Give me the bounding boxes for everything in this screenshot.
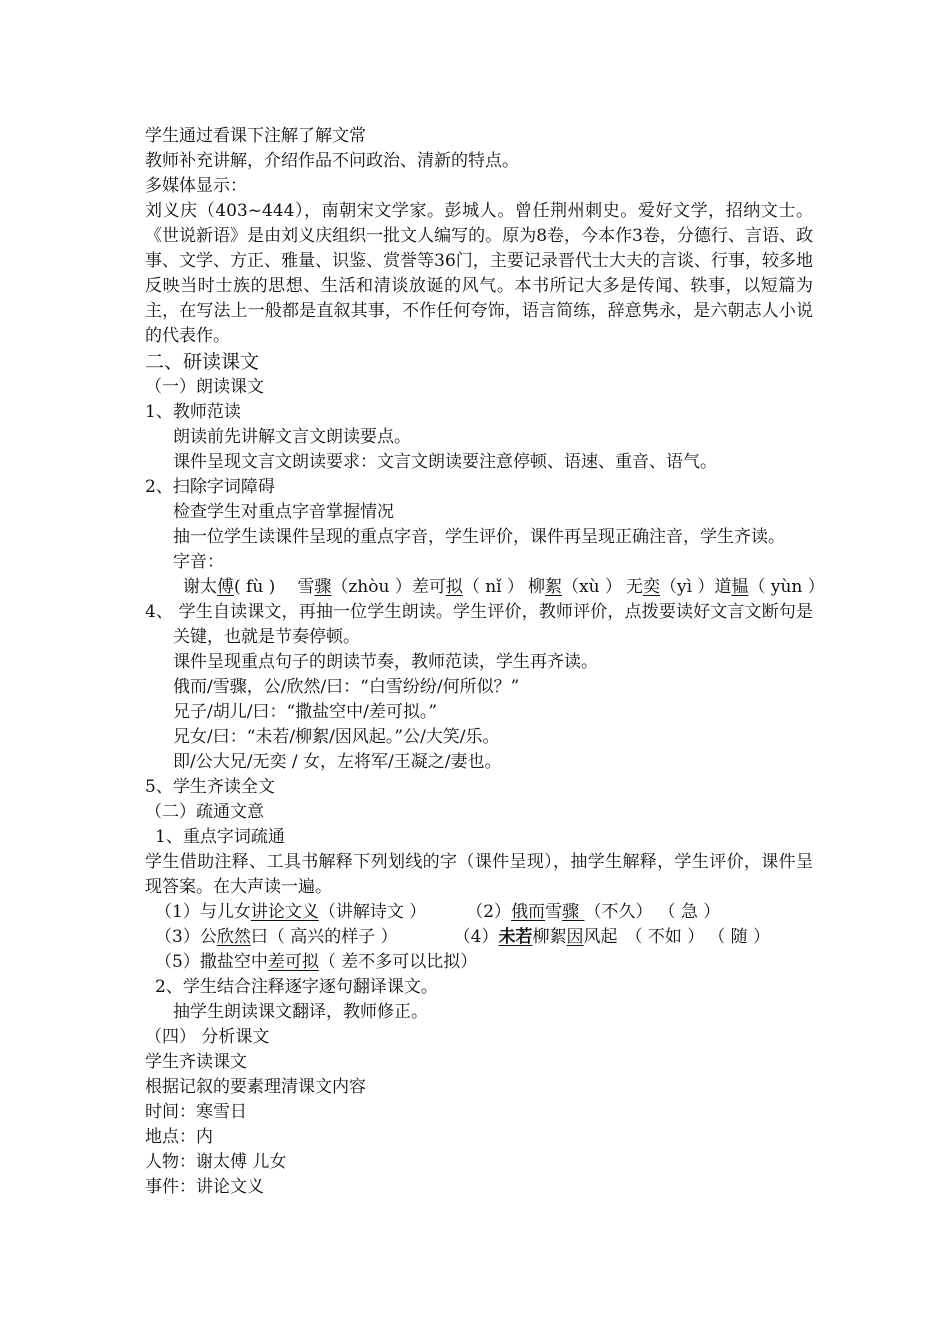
underlined-char: 奕 (642, 577, 660, 597)
intro-line-1: 学生通过看课下注解了解文常 (145, 126, 366, 146)
subheading-analysis: （四） 分析课文 (145, 1027, 270, 1047)
underlined-char: 骤 (314, 577, 332, 597)
item-2-a: 检查学生对重点字音掌握情况 (173, 502, 394, 522)
item-1: 1、教师范读 (145, 402, 241, 422)
meaning-item-2: 2、学生结合注释逐字逐句翻译课文。 (155, 977, 438, 997)
analysis-time: 时间：寒雪日 (145, 1102, 247, 1122)
meaning-item-1: 1、重点字词疏通 (155, 827, 285, 847)
item-2: 2、扫除字词障碍 (145, 477, 275, 497)
item-1-b: 课件呈现文言文朗读要求：文言文朗读要注意停顿、语速、重音、语气。 (173, 452, 717, 472)
analysis-line-1: 学生齐读课文 (145, 1052, 247, 1072)
meaning-item-1-paragraph: 学生借助注释、工具书解释下列划线的字（课件呈现），抽学生解释，学生评价，课件呈现答案。在大声读一遍。 (145, 852, 813, 897)
rhythm-line-3: 兄女/曰：“未若/柳絮/因风起。”公/大笑/乐。 (173, 727, 500, 747)
underlined-char: 傅 (217, 577, 234, 597)
item-5: 5、学生齐读全文 (145, 777, 275, 797)
rhythm-line-1: 俄而/雪骤，公/欣然/曰：“白雪纷纷/何所似？” (173, 677, 520, 697)
item-1-a: 朗读前先讲解文言文朗读要点。 (173, 427, 411, 447)
analysis-event: 事件：讲论文义 (145, 1177, 264, 1197)
meaning-item-2-a: 抽学生朗读课文翻译，教师修正。 (173, 1002, 428, 1022)
underlined-char: 拟 (445, 577, 463, 597)
item-2-b: 抽一位学生读课件呈现的重点字音，学生评价，课件再呈现正确注音，学生齐读。 (173, 527, 785, 547)
section-heading-2: 二、研读课文 (145, 351, 260, 373)
rhythm-line-4: 即/公大兄/无奕 / 女，左将军/王凝之/妻也。 (173, 752, 502, 772)
rhythm-line-2: 兄子/胡儿/曰：“撒盐空中/差可拟。” (173, 702, 438, 722)
intro-line-2: 教师补充讲解，介绍作品不问政治、清新的特点。 (145, 151, 519, 171)
document-body (145, 124, 825, 1200)
pronunciation-list: 谢太傅( fù ) 雪骤（zhòu ）差可拟（ nǐ ） 柳絮（xù ） 无奕（yì ）道韫（ yùn ） (183, 577, 825, 597)
item-4: 4、 学生自读课文，再抽一位学生朗读。学生评价，教师评价，点拨要读好文言文断句是关键，也就是节奏停顿。 (145, 602, 813, 647)
underlined-char: 韫 (731, 577, 749, 597)
author-paragraph: 刘义庆（403~444），南朝宋文学家。彭城人。曾任荆州刺史。爱好文学，招纳文士。《世说新语》是由刘义庆组织一批文人编写的。原为8卷，今本作3卷，分德行、言语、政事、文学、方正、雅量、识鉴、赏誉等36门，主要记录晋代士大夫的言谈、行事，较多地反映当时士族的思想、生活和清谈放诞的风气。本书所记大多是传闻、轶事，以短篇为主，在写法上一般都是直叙其事，不作任何夸饰，语言简练，辞意隽永，是六朝志人小说的代表作。 (145, 201, 813, 346)
item-2-c: 字音： (173, 552, 224, 572)
analysis-place: 地点：内 (145, 1127, 213, 1147)
analysis-line-2: 根据记叙的要素理清课文内容 (145, 1077, 366, 1097)
intro-line-3: 多媒体显示： (145, 176, 247, 196)
underlined-char: 絮 (545, 577, 563, 597)
item-4-a: 课件呈现重点句子的朗读节奏，教师范读，学生再齐读。 (173, 652, 598, 672)
word-row-3: （5）撒盐空中差可拟（ 差不多可以比拟） (155, 952, 478, 972)
analysis-characters: 人物：谢太傅 儿女 (145, 1152, 287, 1172)
subheading-meaning: （二）疏通文意 (145, 802, 264, 822)
word-row-1: （1）与儿女讲论文义（讲解诗文 ） （2）俄而雪骤 （不久） （ 急 ） (155, 902, 721, 922)
word-row-2: （3）公欣然曰（ 高兴的样子 ） （4）未若柳絮因风起 （ 不如 ） （ 随 ） (155, 927, 771, 947)
subheading-reading: （一）朗读课文 (145, 377, 264, 397)
